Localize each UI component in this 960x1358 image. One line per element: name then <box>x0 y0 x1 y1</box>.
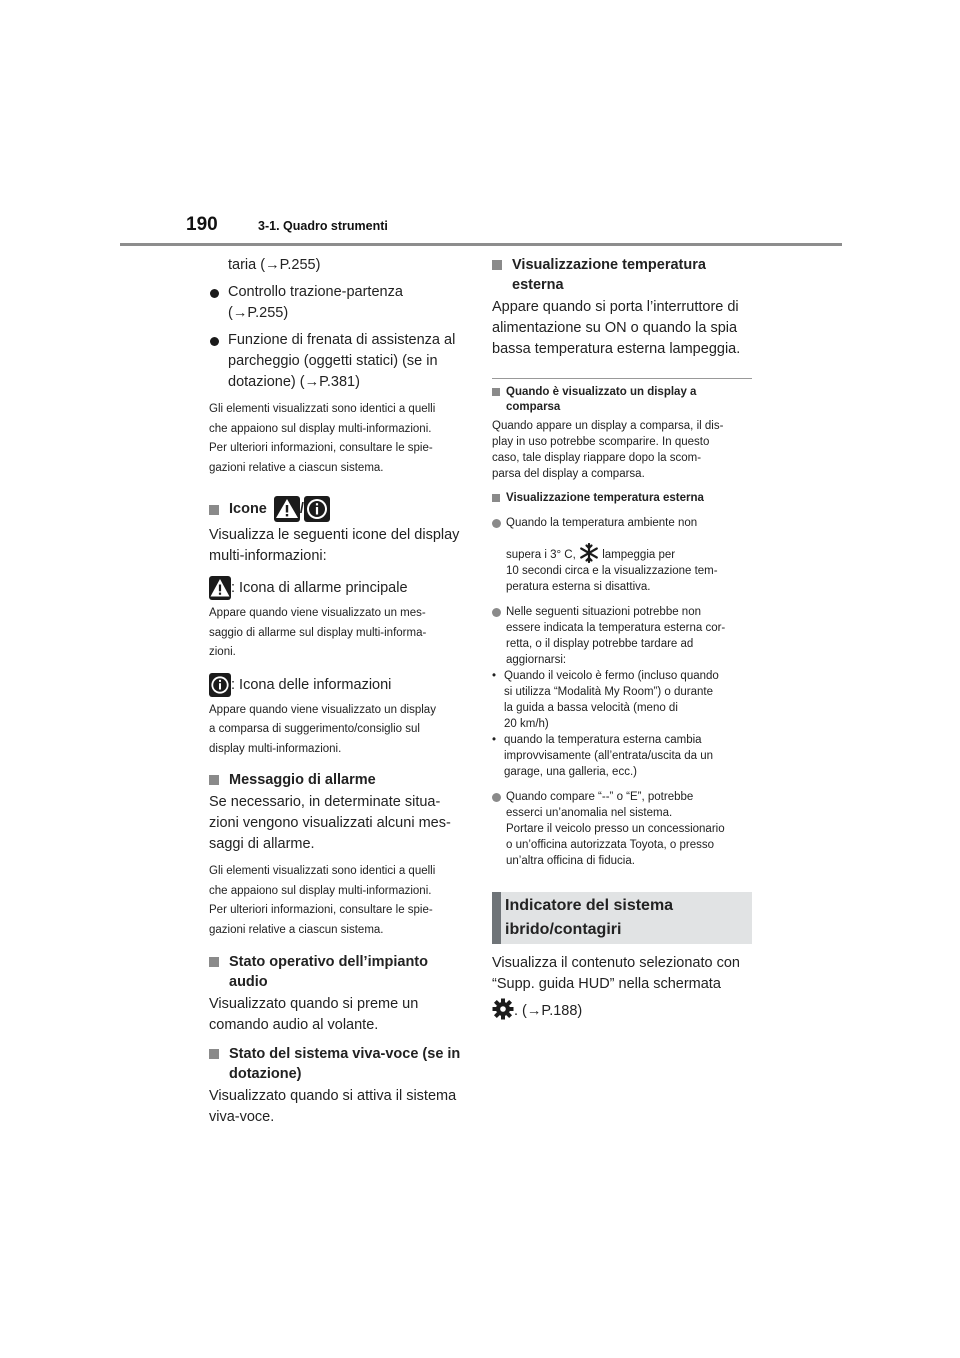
gear-icon <box>492 998 514 1020</box>
bullet-parking-brake: Funzione di frenata di assistenza al parcheggio (oggetti statici) (se in dotazione) (→P.381) <box>209 330 467 393</box>
sub-bullet-sudden-change: • quando la temperatura esterna cambia improvvisamente (all’entrata/uscita da un garage, una galleria, ecc.) <box>492 734 714 778</box>
info-icon-row: : Icona delle informazioni <box>209 672 467 698</box>
audio-body: Visualizzato quando si preme un comando audio al volante. <box>209 996 419 1034</box>
heading-alarm-message: Messaggio di allarme <box>209 770 467 790</box>
alarm-note: Appare quando viene visualizzato un mes- saggio di allarme sul display multi-informa- zioni. <box>209 607 427 659</box>
heading-handsfree: Stato del sistema viva-voce (se in dotazione) <box>209 1044 467 1084</box>
heading-outside-temp-small: Visualizzazione temperatura esterna <box>492 491 752 506</box>
note-2: Gli elementi visualizzati sono identici a quelli che appaiono sul display multi-informazioni. Per ulteriori informazioni, consultare le spie- gazioni relative a ciascun sistema. <box>209 865 436 936</box>
section-title: 3-1. Quadro strumenti <box>258 219 388 233</box>
continued-item: taria (→P.255) <box>228 257 321 273</box>
bullet-dot <box>210 337 219 346</box>
left-column <box>209 255 467 1128</box>
snowflake-icon <box>579 543 599 563</box>
bullet-temp-delay: Nelle seguenti situazioni potrebbe non essere indicata la temperatura esterna cor- retta, o il display potrebbe tardare ad aggiornarsi: <box>492 604 752 668</box>
note-1: Gli elementi visualizzati sono identici a quelli che appaiono sul display multi-informazioni. Per ulteriori informazioni, consultare le spie- gazioni relative a ciascun sistema. <box>209 403 436 474</box>
header-rule <box>120 243 842 246</box>
hybrid-ref-row: . (→P.188) <box>492 998 752 1023</box>
bullet-dot <box>210 289 219 298</box>
outside-temp-body: Appare quando si porta l’interruttore di alimentazione su ON o quando la spia bassa temperatura esterna lampeggia. <box>492 299 741 357</box>
popup-body: Quando appare un display a comparsa, il dis- play in uso potrebbe scomparire. In questo caso, tale display riappare dopo la scom- parsa del display a comparsa. <box>492 420 724 480</box>
hybrid-section-box <box>492 892 752 944</box>
heading-icone: Icone / <box>209 496 467 522</box>
info-note: Appare quando viene visualizzato un display a comparsa di suggerimento/consiglio sul display multi-informazioni. <box>209 703 436 755</box>
warning-triangle-icon <box>209 576 231 600</box>
hybrid-section-title: Indicatore del sistema ibrido/contagiri <box>505 897 674 938</box>
heading-audio: Stato operativo dell’impianto audio <box>209 952 467 992</box>
alarm-icon-row: : Icona di allarme principale <box>209 575 467 601</box>
heading-popup: Quando è visualizzato un display a comparsa <box>492 385 752 415</box>
alarm-message-body: Se necessario, in determinate situa- zioni vengono visualizzati alcuni mes- saggi di allarme. <box>209 794 451 853</box>
info-icon <box>304 496 330 522</box>
bullet-low-temp: Quando la temperatura ambiente non supera i 3° C, lampeggia per 10 secondi circa e la visualizzazione tem- peratura esterna si disattiva. <box>492 515 752 595</box>
bullet-traction: Controllo trazione-partenza (→P.255) <box>209 282 467 324</box>
warning-triangle-icon <box>274 496 300 522</box>
info-icon <box>209 673 231 697</box>
right-column <box>492 255 752 1023</box>
hybrid-body: Visualizza il contenuto selezionato con “Supp. guida HUD” nella schermata <box>492 955 741 992</box>
icone-body: Visualizza le seguenti icone del display multi-informazioni: <box>209 527 460 565</box>
heading-outside-temp: Visualizzazione temperatura esterna <box>492 255 752 295</box>
section-divider <box>492 378 752 379</box>
bullet-anomaly: Quando compare “--” o “E”, potrebbe esserci un’anomalia nel sistema. Portare il veicolo presso un concessionario o un’officina autorizzata Toyota, o presso un’altra officina di fiducia. <box>492 789 752 869</box>
page-number: 190 <box>186 214 218 235</box>
handsfree-body: Visualizzato quando si attiva il sistema viva-voce. <box>209 1088 457 1126</box>
sub-bullet-stopped: • Quando il veicolo è fermo (incluso quando si utilizza “Modalità My Room”) o durante la guida a bassa velocità (meno di 20 km/h) <box>492 670 719 730</box>
